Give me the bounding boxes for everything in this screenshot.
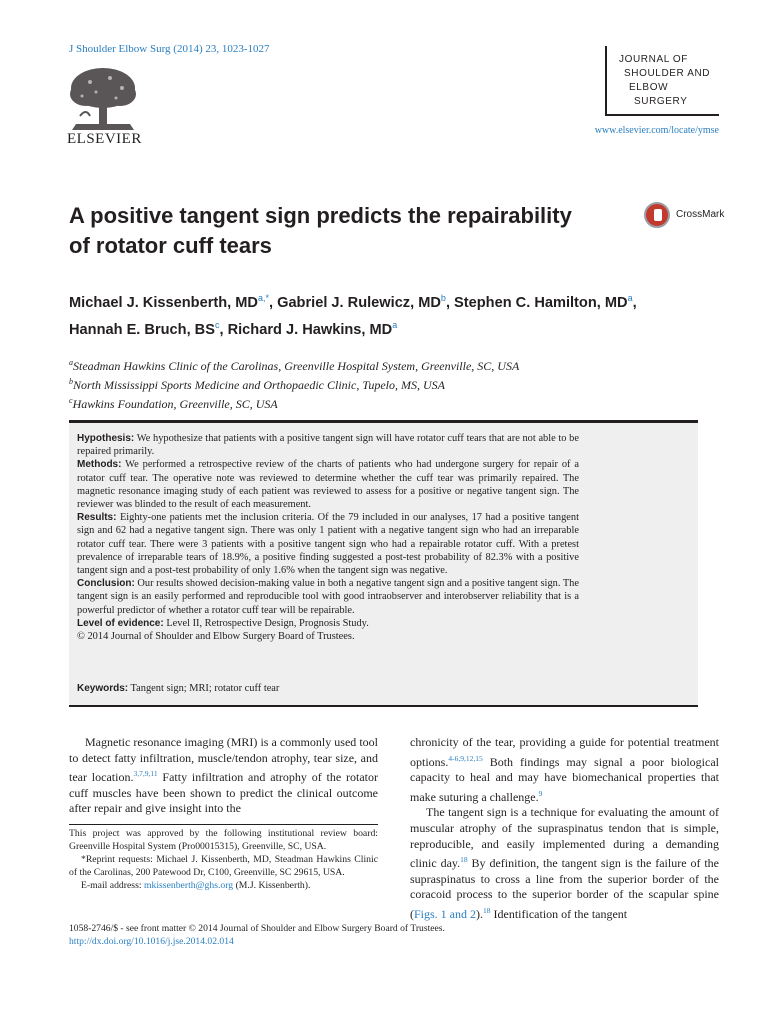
author-affiliation-mark[interactable]: c — [214, 319, 220, 330]
author-affiliation-mark[interactable]: a,* — [257, 293, 269, 303]
body-paragraph: chronicity of the tear, providing a guide for potential treatment options.$^{4-6,9,12,15}$ Both findings may signal a poor biological capacity to heal and may have biomechanical properties that make suturing a challenge.$^9$ — [410, 735, 719, 804]
abstract-methods: Methods: We performed a retrospective review of the charts of patients who had undergone surgery for repair of a rotator cuff tear. The operative note was reviewed to determine whether the cuff tear was primarily repaired. The magnetic resonance imaging study of each patient was reviewed to assess for a positive or negative tangent sign. The reviewer was blinded to the result of each measurement. — [77, 459, 579, 511]
abstract-hypothesis: Hypothesis: We hypothesize that patients with a positive tangent sign will have rotator cuff tears that are not able to be repaired primarily. — [77, 433, 579, 458]
author-list: Michael J. Kissenberth, $MD^{a,*}$, Gabriel J. Rulewicz, $MD^b$, Stephen C. Hamilton, $MD^a$, Hannah E. Bruch, $BS^c$, Richard J. Hawkins, $MD^a$ — [69, 293, 637, 338]
author-affiliation-mark[interactable]: a — [627, 293, 633, 303]
author-name: Gabriel J. Rulewicz, MD — [277, 294, 441, 311]
abstract-box — [69, 420, 698, 707]
article-title — [69, 201, 629, 261]
journal-citation[interactable]: J Shoulder Elbow Surg (2014) 23, 1023-1027 — [69, 43, 270, 55]
body-paragraph: Magnetic resonance imaging (MRI) is a commonly used tool to detect fatty infiltration, muscle/tendon atrophy, tear size, and tear location.$^{3,7,9,11}$ Fatty infiltration and atrophy of the rotator cuff muscles have been shown to predict the clinical outcome after repair and give insight into the — [69, 735, 378, 816]
journal-logo — [605, 46, 719, 116]
reference-link[interactable]: 18 — [483, 905, 491, 915]
article-title-line-1: A positive tangent sign predicts the repairability — [69, 203, 572, 228]
journal-name-line-3: ELBOW — [629, 82, 669, 93]
crossmark-icon — [644, 202, 670, 228]
affiliation-item: $^a$Steadman Hawkins Clinic of the Carolinas, Greenville Hospital System, Greenville, SC, USA — [69, 358, 520, 373]
abstract-copyright: © 2014 Journal of Shoulder and Elbow Surgery Board of Trustees. — [77, 631, 355, 643]
reference-link[interactable]: 9 — [538, 788, 543, 798]
page-footer — [69, 922, 445, 948]
article-title-line-2: of rotator cuff tears — [69, 233, 272, 258]
author-name: Richard J. Hawkins, MD — [227, 321, 393, 338]
crossmark-badge[interactable] — [644, 202, 724, 230]
reference-link[interactable]: 3,7,9,11 — [133, 769, 158, 779]
author-name: Stephen C. Hamilton, MD — [454, 294, 628, 311]
doi-link[interactable]: http://dx.doi.org/10.1016/j.jse.2014.02.014 — [69, 936, 234, 947]
publisher-name: ELSEVIER — [67, 131, 142, 147]
footnote-irb: This project was approved by the following institutional review board: Greenville Hospital System (Pro00015315), Greenville, SC, USA. — [69, 828, 378, 852]
author-name: Hannah E. Bruch, BS — [69, 321, 215, 338]
affiliation-item: $^b$North Mississippi Sports Medicine and Orthopaedic Clinic, Tupelo, MS, USA — [69, 377, 445, 392]
abstract-conclusion: Conclusion: Our results showed decision-making value in both a negative tangent sign and a positive tangent sign. The tangent sign is an easily performed and reproducible tool with good intraobserver and interobserver reliability that is a powerful predictor of whether a rotator cuff tear will be repairable. — [77, 578, 579, 616]
footnote-email: E-mail address: mkissenberth@ghs.org (M.J. Kissenberth). — [81, 880, 311, 891]
affiliation-item: $^c$Hawkins Foundation, Greenville, SC, USA — [69, 396, 278, 411]
journal-website-link[interactable]: www.elsevier.com/locate/ymse — [594, 125, 719, 136]
footnotes — [69, 827, 378, 892]
email-link[interactable]: mkissenberth@ghs.org — [143, 880, 234, 891]
affiliation-list — [69, 355, 519, 412]
journal-name-line-4: SURGERY — [634, 96, 688, 107]
figure-link[interactable]: Figs. 1 and 2 — [414, 906, 477, 921]
elsevier-tree-logo — [66, 66, 140, 132]
footnote-reprint: *Reprint requests: Michael J. Kissenberth, MD, Steadman Hawkins Clinic of the Carolinas, 200 Patewood Dr, C100, Greenville, SC 29615, USA. — [69, 854, 378, 878]
reference-link[interactable]: 4-6,9,12,15 — [448, 753, 483, 763]
abstract-body — [77, 432, 579, 643]
abstract-results: Results: Eighty-one patients met the inclusion criteria. Of the 79 included in our analyses, 17 had a positive tangent sign and 62 had a negative tangent sign. There was only 1 patient with a negative tangent sign who had an irreparable rotator cuff tear. There were 3 patients with a positive tangent sign who had a repairable rotator cuff. With a pretest prevalence of irreparable tears of 18.9%, a positive finding suggested a post-test probability of 82.3% with a positive tangent sign and a post-test probability of only 1.6% when the tangent sign was negative. — [77, 512, 579, 577]
author-affiliation-mark[interactable]: b — [440, 293, 446, 303]
reference-link[interactable]: 18 — [460, 855, 468, 865]
abstract-keywords: Keywords: Tangent sign; MRI; rotator cuff tear — [77, 683, 280, 694]
abstract-level-of-evidence: Level of evidence: Level II, Retrospective Design, Prognosis Study. — [77, 617, 369, 629]
front-matter-notice: 1058-2746/$ - see front matter © 2014 Journal of Shoulder and Elbow Surgery Board of Trustees. — [69, 923, 445, 934]
journal-name-line-1: JOURNAL OF — [619, 54, 688, 65]
author-name: Michael J. Kissenberth, MD — [69, 294, 258, 311]
body-column-left — [69, 735, 378, 817]
body-paragraph: The tangent sign is a technique for evaluating the amount of muscular atrophy of the supraspinatus tendon that is simple, reproducible, and easily implemented during a demanding clinic day.$^{18}$ By definition, the tangent sign is the failure of the supraspinatus to cross a line from the superior border of the coracoid process to the superior border of the scapular spine (Figs. 1 and 2).$^{18}$ Identification of the tangent — [410, 805, 720, 921]
journal-name-line-2: SHOULDER AND — [624, 68, 711, 79]
author-affiliation-mark[interactable]: a — [392, 319, 398, 330]
crossmark-label: CrossMark — [676, 209, 725, 220]
body-column-right — [410, 735, 719, 923]
footnote-divider — [69, 824, 378, 825]
